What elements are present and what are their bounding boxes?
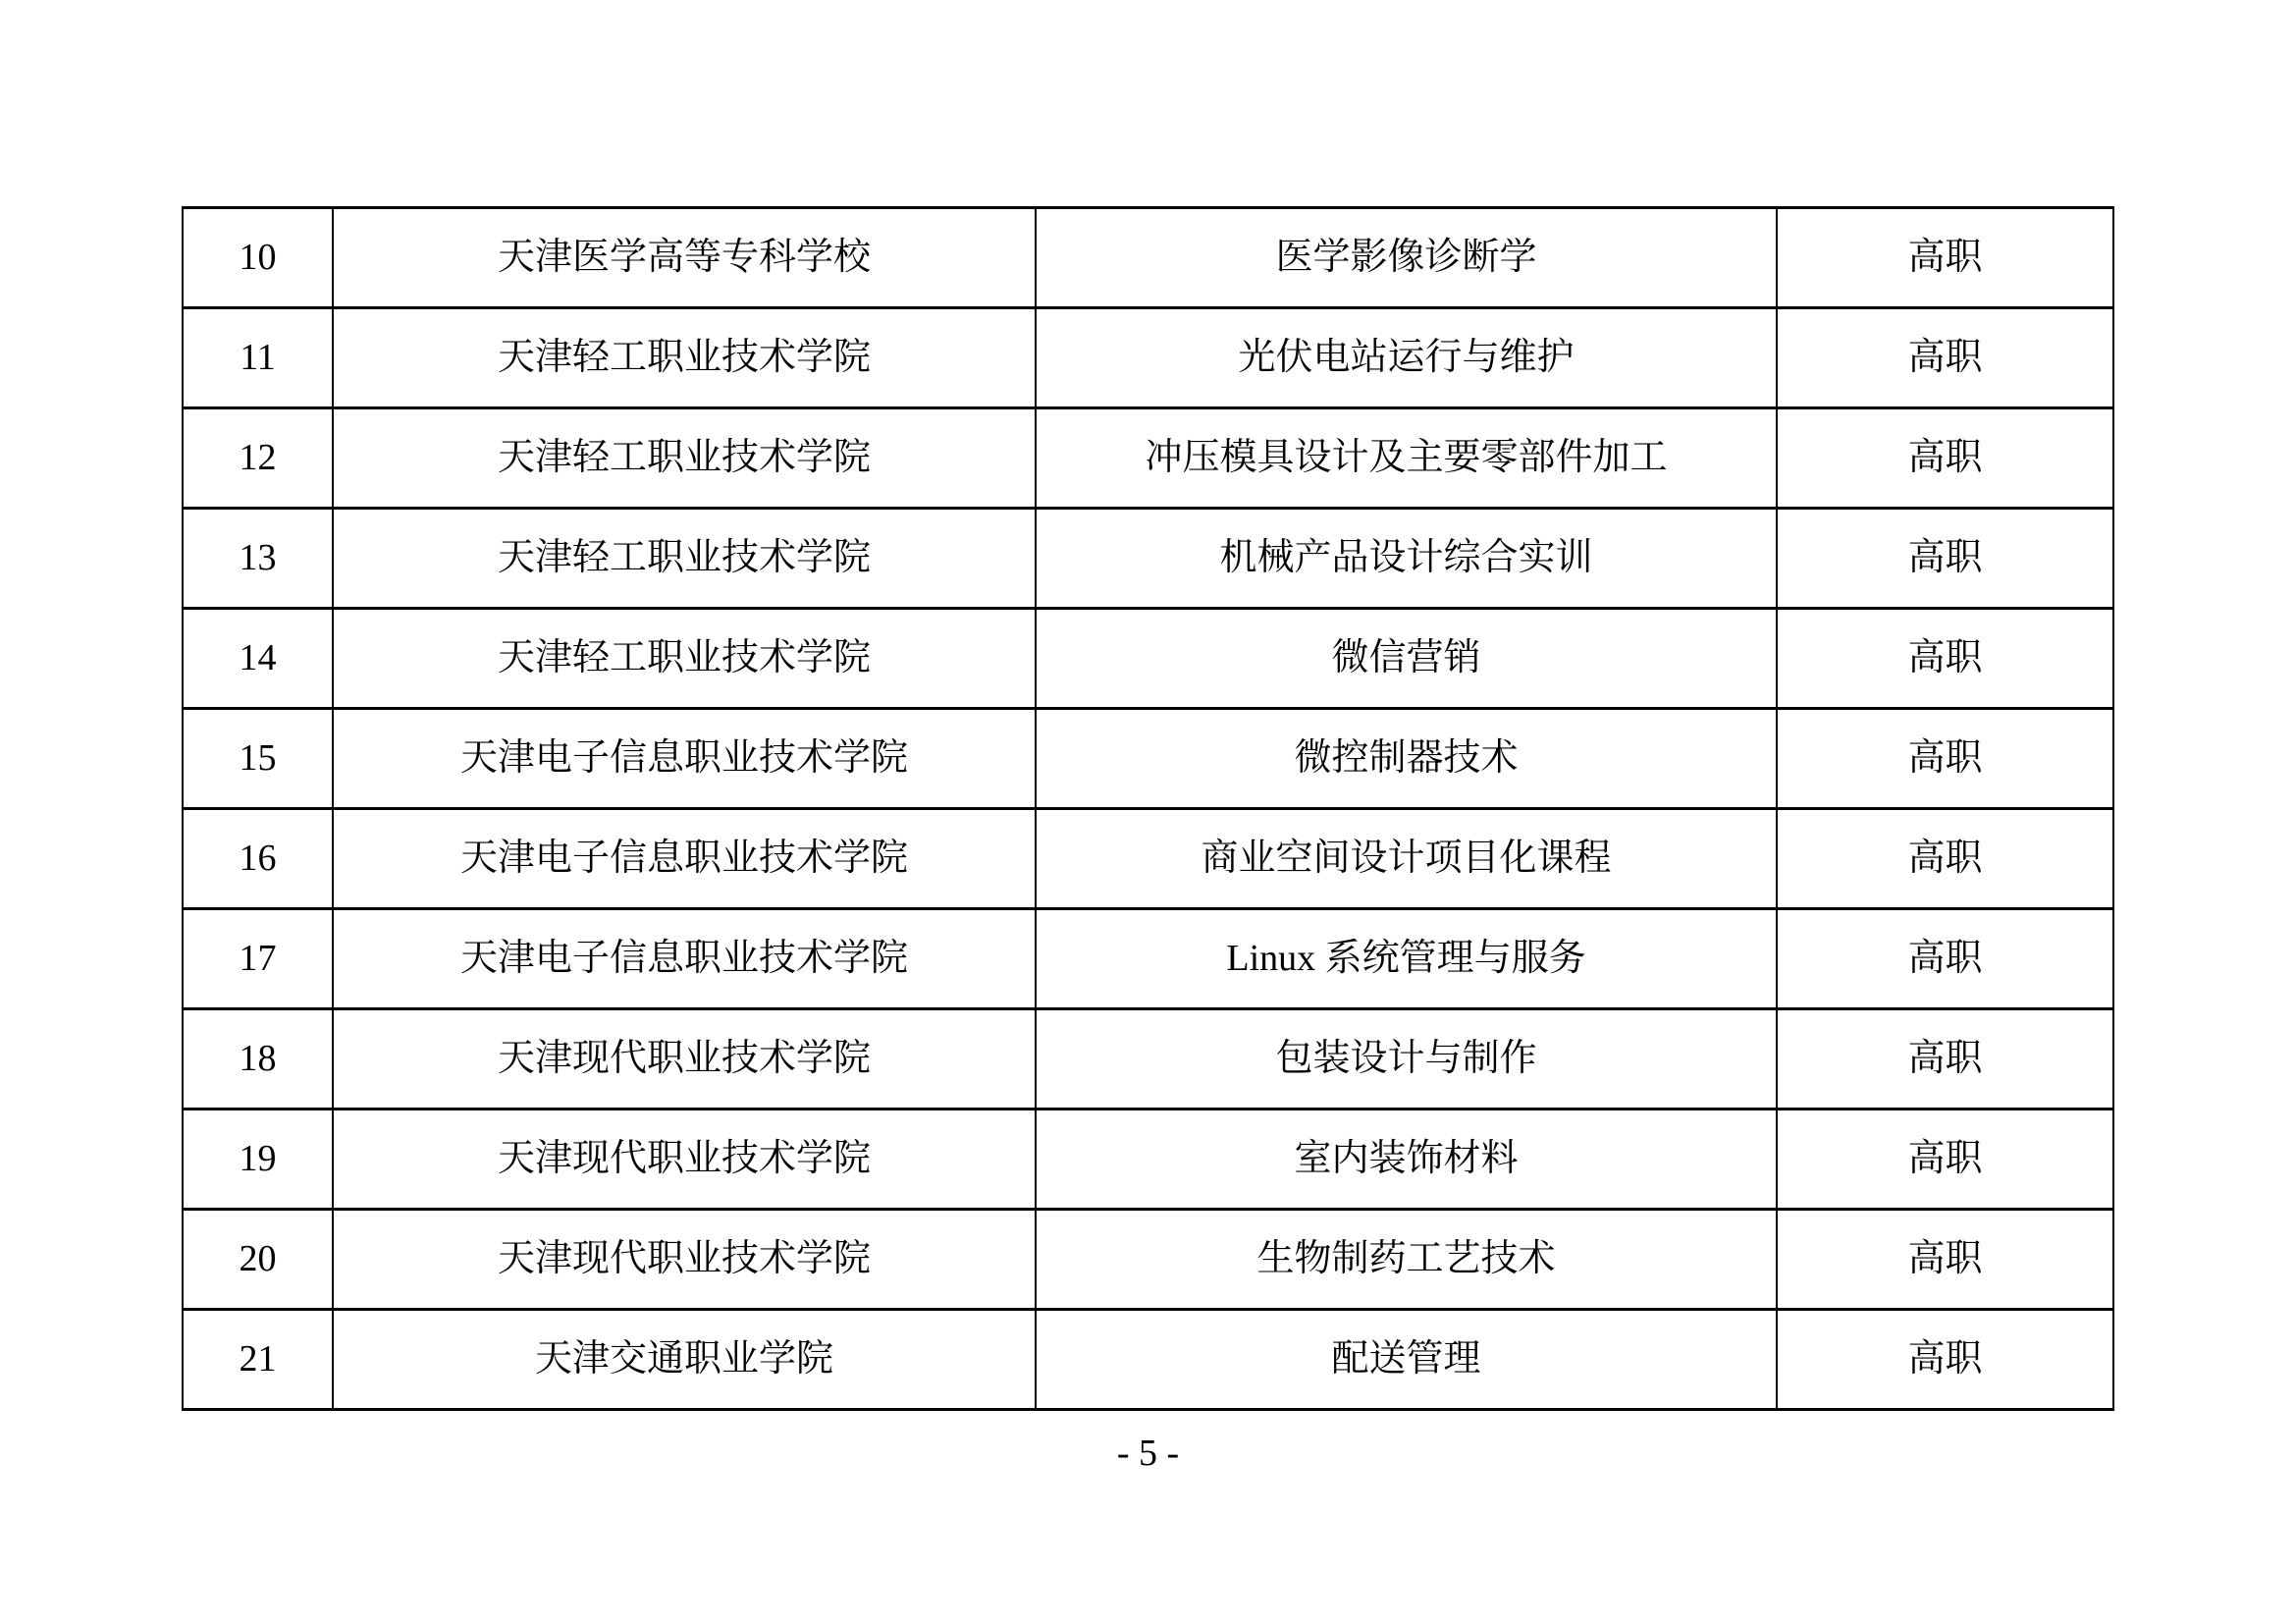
- school-name-cell: 天津电子信息职业技术学院: [333, 809, 1036, 909]
- level-cell: 高职: [1777, 1310, 2113, 1410]
- school-name-cell: 天津轻工职业技术学院: [333, 509, 1036, 609]
- school-name-cell: 天津电子信息职业技术学院: [333, 709, 1036, 809]
- school-name-cell: 天津现代职业技术学院: [333, 1009, 1036, 1110]
- row-number-cell: 16: [183, 809, 333, 909]
- table-row: [183, 1310, 2113, 1410]
- page-number: - 5 -: [1116, 1433, 1180, 1474]
- course-name-cell: 室内装饰材料: [1036, 1110, 1777, 1210]
- table-row: [183, 408, 2113, 509]
- school-name-cell: 天津轻工职业技术学院: [333, 408, 1036, 509]
- course-name-cell: 机械产品设计综合实训: [1036, 509, 1777, 609]
- courses-table: [182, 206, 2114, 1411]
- row-number-cell: 21: [183, 1310, 333, 1410]
- course-name-cell: 配送管理: [1036, 1310, 1777, 1410]
- level-cell: 高职: [1777, 909, 2113, 1009]
- table-row: [183, 809, 2113, 909]
- row-number-cell: 10: [183, 208, 333, 308]
- table-row: [183, 308, 2113, 408]
- row-number-cell: 12: [183, 408, 333, 509]
- course-name-cell: 生物制药工艺技术: [1036, 1210, 1777, 1310]
- table-row: [183, 1110, 2113, 1210]
- row-number-cell: 19: [183, 1110, 333, 1210]
- school-name-cell: 天津轻工职业技术学院: [333, 308, 1036, 408]
- school-name-cell: 天津电子信息职业技术学院: [333, 909, 1036, 1009]
- school-name-cell: 天津现代职业技术学院: [333, 1110, 1036, 1210]
- school-name-cell: 天津现代职业技术学院: [333, 1210, 1036, 1310]
- level-cell: 高职: [1777, 609, 2113, 709]
- row-number-cell: 15: [183, 709, 333, 809]
- level-cell: 高职: [1777, 709, 2113, 809]
- row-number-cell: 20: [183, 1210, 333, 1310]
- course-name-cell: 冲压模具设计及主要零部件加工: [1036, 408, 1777, 509]
- course-name-cell: 包装设计与制作: [1036, 1009, 1777, 1110]
- row-number-cell: 13: [183, 509, 333, 609]
- table-row: [183, 509, 2113, 609]
- course-name-cell: 微信营销: [1036, 609, 1777, 709]
- table-body: [183, 208, 2113, 1410]
- row-number-cell: 14: [183, 609, 333, 709]
- table-row: [183, 909, 2113, 1009]
- level-cell: 高职: [1777, 1110, 2113, 1210]
- course-name-cell: 微控制器技术: [1036, 709, 1777, 809]
- level-cell: 高职: [1777, 408, 2113, 509]
- row-number-cell: 17: [183, 909, 333, 1009]
- level-cell: 高职: [1777, 809, 2113, 909]
- row-number-cell: 11: [183, 308, 333, 408]
- course-name-cell: 医学影像诊断学: [1036, 208, 1777, 308]
- level-cell: 高职: [1777, 1009, 2113, 1110]
- school-name-cell: 天津交通职业学院: [333, 1310, 1036, 1410]
- course-name-cell: Linux 系统管理与服务: [1036, 909, 1777, 1009]
- table-row: [183, 1210, 2113, 1310]
- level-cell: 高职: [1777, 308, 2113, 408]
- school-name-cell: 天津医学高等专科学校: [333, 208, 1036, 308]
- table-row: [183, 1009, 2113, 1110]
- row-number-cell: 18: [183, 1009, 333, 1110]
- table-row: [183, 609, 2113, 709]
- table-row: [183, 709, 2113, 809]
- level-cell: 高职: [1777, 1210, 2113, 1310]
- school-name-cell: 天津轻工职业技术学院: [333, 609, 1036, 709]
- table-row: [183, 208, 2113, 308]
- level-cell: 高职: [1777, 509, 2113, 609]
- course-name-cell: 光伏电站运行与维护: [1036, 308, 1777, 408]
- level-cell: 高职: [1777, 208, 2113, 308]
- course-name-cell: 商业空间设计项目化课程: [1036, 809, 1777, 909]
